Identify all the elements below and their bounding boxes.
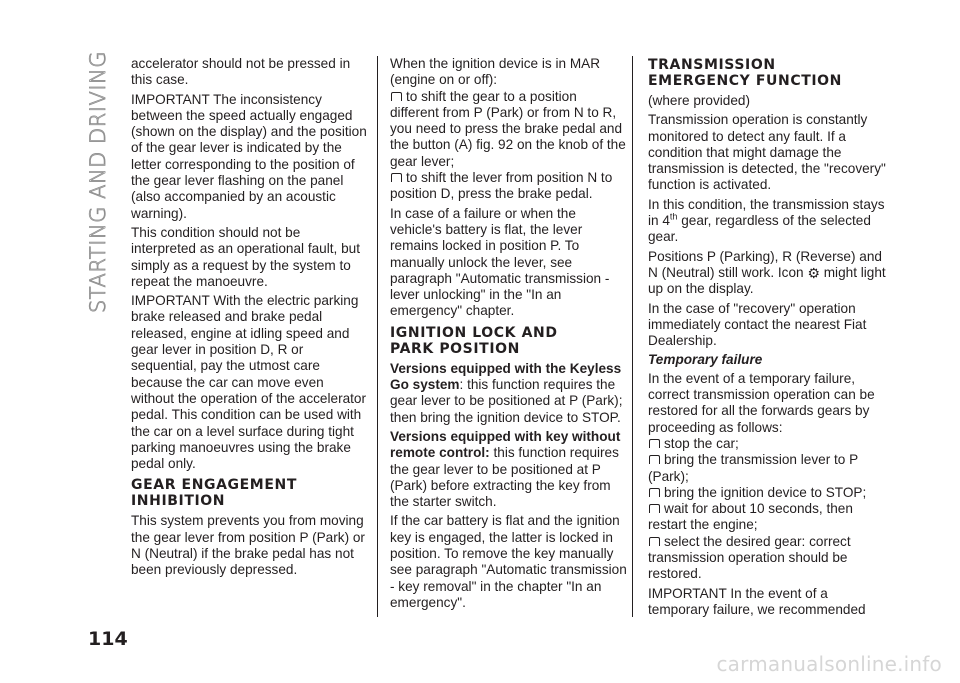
- column-divider-1: [377, 56, 378, 617]
- text-column-3: [648, 54, 886, 621]
- bullet-icon: [391, 173, 402, 182]
- heading-line: TRANSMISSION: [648, 57, 776, 73]
- chapter-side-title: [83, 50, 113, 314]
- text-column-2: [390, 56, 628, 614]
- heading-line: EMERGENCY FUNCTION: [648, 73, 842, 89]
- heading-line: GEAR ENGAGEMENT: [131, 477, 297, 494]
- text-column-1: [131, 56, 369, 582]
- bullet-icon: [649, 537, 660, 546]
- bullet-icon: [649, 504, 660, 513]
- paragraph: This condition should not be interpreted as an operational fault, but simply as a request by the system to repeat the manoeuvre.: [131, 224, 360, 289]
- paragraph: Versions equipped with key without remote control: this function requires the gear lever to be positioned at P (Park) before extracting the key from the starter switch.: [390, 428, 621, 510]
- paragraph: This system prevents you from moving the gear lever from position P (Park) or N (Neutral) if the brake pedal has not been previously depressed.: [131, 513, 365, 578]
- column-divider-2: [632, 56, 633, 617]
- bullet-icon: [649, 455, 660, 464]
- paragraph: If the car battery is flat and the ignition key is engaged, the latter is locked in position. To remove the key manually see paragraph "Automatic transmission - key removal" in the chapter "In an emergency".: [390, 513, 627, 610]
- list-item: to shift the lever from position N to position D, press the brake pedal.: [390, 170, 613, 202]
- heading-line: INHIBITION: [131, 493, 226, 510]
- section-heading-ignition-lock: [390, 325, 628, 357]
- paragraph: In case of a failure or when the vehicle's battery is flat, the lever remains locked in position P. To manually unlock the lever, see paragraph "Automatic transmission - lever unlocking" in the "In an emergency" chapter.: [390, 205, 610, 319]
- page-number: 114: [88, 628, 128, 650]
- paragraph: When the ignition device is in MAR (engine on or off):: [390, 56, 601, 88]
- paragraph: IMPORTANT The inconsistency between the speed actually engaged (shown on the display) and the position of the gear lever is indicated by the letter corresponding to the position of the gear lever flashing on the panel (also accompanied by an acoustic warning).: [131, 91, 367, 221]
- paragraph: In the event of a temporary failure, correct transmission operation can be restored for all the forwards gears by proceeding as follows:: [648, 370, 875, 435]
- paragraph: (where provided): [648, 93, 750, 108]
- bullet-icon: [649, 439, 660, 448]
- list-item: bring the transmission lever to P (Park);: [648, 452, 858, 484]
- bullet-icon: [391, 92, 402, 101]
- paragraph: IMPORTANT With the electric parking brake released and brake pedal released, engine at idling speed and gear lever in position D, R or sequential, pay the utmost care because the car can move even without the operation of the accelerator pedal. This condition can be used with the car on a level surface during tight parking manoeuvres using the brake pedal only.: [131, 293, 367, 472]
- list-item: select the desired gear: correct transmission operation should be restored.: [648, 533, 851, 582]
- list-item: stop the car;: [648, 436, 886, 452]
- chapter-title-text: STARTING AND DRIVING: [86, 50, 110, 314]
- list-item: to shift the gear to a position different from P (Park) or from N to R, you need to press the brake pedal and the button (A) fig. 92 on the knob of the gear lever;: [390, 88, 626, 169]
- bullet-icon: [649, 488, 660, 497]
- paragraph: Versions equipped with the Keyless Go system: this function requires the gear lever to be positioned at P (Park); then bring the ignition device to STOP.: [390, 360, 623, 425]
- paragraph: IMPORTANT In the event of a temporary failure, we recommended: [648, 585, 866, 617]
- transmission-fault-icon: ⚙: [807, 264, 820, 281]
- subheading-temporary-failure: Temporary failure: [648, 352, 763, 368]
- watermark: carmanualsonline.info: [716, 652, 942, 676]
- section-heading-gear-engagement: [131, 477, 369, 509]
- paragraph: Transmission operation is constantly monitored to detect any fault. If a condition that might damage the transmission is detected, the "recovery" function is activated.: [648, 112, 886, 193]
- paragraph: Positions P (Parking), R (Reverse) and N (Neutral) still work. Icon ⚙ might light up on the display.: [648, 248, 886, 297]
- paragraph: accelerator should not be pressed in this case.: [131, 56, 351, 88]
- section-heading-transmission-emergency: [648, 57, 886, 89]
- paragraph: In the case of "recovery" operation immediately contact the nearest Fiat Dealership.: [648, 300, 867, 349]
- paragraph: In this condition, the transmission stays in 4th gear, regardless of the selected gear.: [648, 196, 885, 245]
- heading-line: PARK POSITION: [390, 340, 520, 357]
- list-item: bring the ignition device to STOP;: [648, 485, 886, 501]
- list-item: wait for about 10 seconds, then restart the engine;: [648, 501, 853, 533]
- heading-line: IGNITION LOCK AND: [390, 324, 558, 341]
